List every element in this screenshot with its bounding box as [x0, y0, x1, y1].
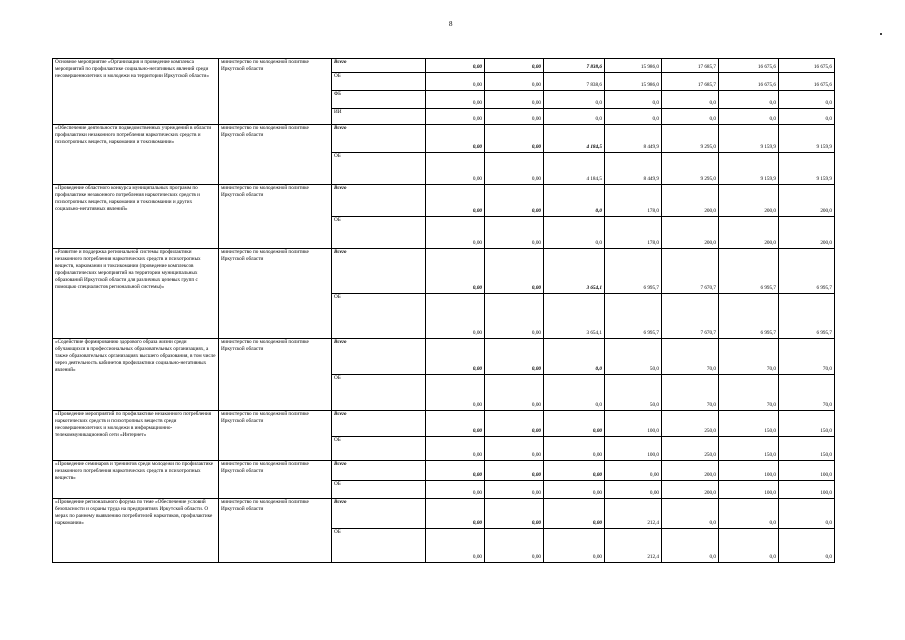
- executor-cell: министерство по молодежной политике Иркутской области: [219, 339, 332, 411]
- funding-source-cell: ОБ: [332, 294, 426, 339]
- amount-cell: 6 995,7: [605, 294, 662, 339]
- amount-cell: 0,00: [485, 411, 544, 437]
- amount-cell: 200,0: [779, 217, 835, 249]
- amount-cell: 0,0: [662, 499, 719, 529]
- amount-cell: 6 995,7: [605, 249, 662, 294]
- amount-cell: 4 184,5: [544, 153, 605, 185]
- amount-cell: 0,0: [544, 91, 605, 109]
- amount-cell: 200,0: [662, 481, 719, 499]
- amount-cell: 16 675,6: [779, 59, 835, 73]
- amount-cell: 0,00: [485, 481, 544, 499]
- executor-cell: министерство по молодежной политике Иркутской области: [219, 499, 332, 563]
- amount-cell: 7 670,7: [662, 249, 719, 294]
- amount-cell: 7 670,7: [662, 294, 719, 339]
- amount-cell: 3 654,1: [544, 294, 605, 339]
- executor-cell: министерство по молодежной политике Иркутской области: [219, 125, 332, 185]
- funding-source-cell: ОБ: [332, 529, 426, 563]
- amount-cell: 0,0: [544, 375, 605, 411]
- amount-cell: 0,00: [544, 499, 605, 529]
- measure-name-cell: «Проведение регионального форума по теме «Обеспечение условий безопасности и охраны труда на предприятиях Иркутской области. О мерах по раннему выявлению потребителей наркотиков, профилактике наркомании»: [53, 499, 219, 563]
- amount-cell: 0,00: [485, 249, 544, 294]
- amount-cell: 16 675,6: [779, 73, 835, 91]
- funding-source-cell: Всего: [332, 249, 426, 294]
- amount-cell: 0,00: [426, 499, 485, 529]
- amount-cell: 0,00: [485, 217, 544, 249]
- amount-cell: 0,00: [544, 437, 605, 461]
- amount-cell: 0,00: [426, 217, 485, 249]
- amount-cell: 212,4: [605, 529, 662, 563]
- amount-cell: 0,0: [544, 185, 605, 217]
- amount-cell: 7 838,6: [544, 59, 605, 73]
- amount-cell: 0,00: [426, 411, 485, 437]
- amount-cell: 50,0: [605, 339, 662, 375]
- amount-cell: 0,00: [485, 185, 544, 217]
- amount-cell: 0,0: [662, 529, 719, 563]
- amount-cell: 15 986,0: [605, 59, 662, 73]
- amount-cell: 0,0: [779, 91, 835, 109]
- funding-source-cell: ОБ: [332, 481, 426, 499]
- amount-cell: 4 184,5: [544, 125, 605, 153]
- measure-name-cell: «Проведение семинаров и тренингов среди молодежи по профилактике незаконного потребления наркотических средств и психотропных веществ»: [53, 461, 219, 499]
- amount-cell: 0,00: [485, 109, 544, 125]
- amount-cell: 0,0: [605, 91, 662, 109]
- amount-cell: 0,00: [485, 91, 544, 109]
- amount-cell: 8 449,9: [605, 153, 662, 185]
- amount-cell: 0,00: [426, 125, 485, 153]
- amount-cell: 9 295,0: [662, 125, 719, 153]
- amount-cell: 7 838,6: [544, 73, 605, 91]
- amount-cell: 9 159,9: [719, 125, 779, 153]
- budget-table: [52, 58, 835, 563]
- amount-cell: 0,0: [719, 499, 779, 529]
- amount-cell: 70,0: [662, 375, 719, 411]
- amount-cell: 100,0: [605, 411, 662, 437]
- executor-cell: министерство по молодежной политике Иркутской области: [219, 185, 332, 249]
- amount-cell: 100,0: [719, 461, 779, 481]
- page-number: 8: [449, 20, 453, 28]
- funding-source-cell: Всего: [332, 339, 426, 375]
- amount-cell: 6 995,7: [719, 249, 779, 294]
- amount-cell: 100,0: [779, 461, 835, 481]
- measure-name-cell: «Проведение мероприятий по профилактике незаконного потребления наркотических средств и психотропных веществ среди несовершеннолетних и молодежи в информационно-телекоммуникационной сети «Интернет»: [53, 411, 219, 461]
- measure-name-cell: «Проведение областного конкурса муниципальных программ по профилактике незаконного потребления наркотических средств и психотропных веществ, наркомании и токсикомании и других социально-негативных явлений»: [53, 185, 219, 249]
- funding-source-cell: ОБ: [332, 375, 426, 411]
- amount-cell: 0,00: [485, 499, 544, 529]
- amount-cell: 70,0: [779, 375, 835, 411]
- amount-cell: 0,00: [426, 109, 485, 125]
- amount-cell: 200,0: [662, 185, 719, 217]
- measure-name-cell: «Развитие и поддержка региональной системы профилактики незаконного потребления наркотических средств и психотропных веществ, наркомании и токсикомании (проведение комплексов профилактических мероприятий на территории муниципальных образований Иркутской области для различных целевых групп с помощью специалистов региональной системы)»: [53, 249, 219, 339]
- measure-name-cell: Основное мероприятие «Организация и проведение комплекса мероприятий по профилактике социально-негативных явлений среди несовершеннолетних и молодежи на территории Иркутской области»: [53, 59, 219, 125]
- amount-cell: 0,00: [426, 185, 485, 217]
- amount-cell: 200,0: [662, 217, 719, 249]
- amount-cell: 0,00: [426, 481, 485, 499]
- amount-cell: 0,00: [485, 73, 544, 91]
- amount-cell: 0,00: [426, 294, 485, 339]
- amount-cell: 50,0: [605, 375, 662, 411]
- amount-cell: 0,00: [485, 339, 544, 375]
- amount-cell: 6 995,7: [719, 294, 779, 339]
- amount-cell: 0,00: [544, 461, 605, 481]
- amount-cell: 6 995,7: [779, 249, 835, 294]
- amount-cell: 0,0: [719, 529, 779, 563]
- amount-cell: 17 685,7: [662, 73, 719, 91]
- amount-cell: 0,00: [485, 153, 544, 185]
- amount-cell: 178,0: [605, 185, 662, 217]
- funding-source-cell: Всего: [332, 59, 426, 73]
- amount-cell: 9 159,9: [779, 125, 835, 153]
- amount-cell: 0,00: [605, 481, 662, 499]
- amount-cell: 0,0: [779, 499, 835, 529]
- amount-cell: 0,0: [779, 529, 835, 563]
- table-row: [53, 461, 835, 481]
- amount-cell: 0,00: [426, 91, 485, 109]
- amount-cell: 0,0: [719, 109, 779, 125]
- funding-source-cell: Всего: [332, 411, 426, 437]
- amount-cell: 0,0: [662, 91, 719, 109]
- funding-source-cell: ОБ: [332, 73, 426, 91]
- amount-cell: 0,00: [485, 461, 544, 481]
- amount-cell: 100,0: [605, 437, 662, 461]
- amount-cell: 70,0: [779, 339, 835, 375]
- table-row: [53, 125, 835, 153]
- amount-cell: 0,00: [485, 59, 544, 73]
- executor-cell: министерство по молодежной политике Иркутской области: [219, 59, 332, 125]
- amount-cell: 0,0: [662, 109, 719, 125]
- amount-cell: 0,00: [426, 249, 485, 294]
- amount-cell: 250,0: [662, 437, 719, 461]
- amount-cell: 0,0: [544, 217, 605, 249]
- amount-cell: 17 685,7: [662, 59, 719, 73]
- table-row: [53, 411, 835, 437]
- table-row: [53, 499, 835, 529]
- amount-cell: 0,00: [426, 73, 485, 91]
- amount-cell: 212,4: [605, 499, 662, 529]
- amount-cell: 250,0: [662, 411, 719, 437]
- amount-cell: 200,0: [719, 185, 779, 217]
- amount-cell: 0,00: [544, 529, 605, 563]
- amount-cell: 3 654,1: [544, 249, 605, 294]
- amount-cell: 200,0: [662, 461, 719, 481]
- amount-cell: 0,00: [426, 59, 485, 73]
- amount-cell: 0,00: [426, 339, 485, 375]
- amount-cell: 0,00: [544, 481, 605, 499]
- amount-cell: 70,0: [719, 339, 779, 375]
- amount-cell: 0,00: [485, 529, 544, 563]
- amount-cell: 200,0: [779, 185, 835, 217]
- amount-cell: 0,0: [779, 109, 835, 125]
- funding-source-cell: Всего: [332, 125, 426, 153]
- amount-cell: 0,00: [605, 461, 662, 481]
- amount-cell: 200,0: [719, 217, 779, 249]
- funding-source-cell: Всего: [332, 185, 426, 217]
- amount-cell: 100,0: [779, 481, 835, 499]
- amount-cell: 9 295,0: [662, 153, 719, 185]
- amount-cell: 150,0: [779, 437, 835, 461]
- amount-cell: 70,0: [719, 375, 779, 411]
- table-row: [53, 249, 835, 294]
- amount-cell: 0,0: [719, 91, 779, 109]
- funding-source-cell: ФБ: [332, 91, 426, 109]
- amount-cell: 0,00: [485, 294, 544, 339]
- amount-cell: 0,00: [485, 375, 544, 411]
- amount-cell: 0,0: [544, 109, 605, 125]
- executor-cell: министерство по молодежной политике Иркутской области: [219, 461, 332, 499]
- amount-cell: 178,0: [605, 217, 662, 249]
- measure-name-cell: «Обеспечение деятельности подведомственных учреждений в области профилактики незаконного потребления наркотических средств и психотропных веществ, наркомании и токсикомании»: [53, 125, 219, 185]
- amount-cell: 16 675,6: [719, 59, 779, 73]
- funding-source-cell: Всего: [332, 499, 426, 529]
- amount-cell: 150,0: [779, 411, 835, 437]
- amount-cell: 6 995,7: [779, 294, 835, 339]
- amount-cell: 100,0: [719, 481, 779, 499]
- amount-cell: 0,00: [485, 125, 544, 153]
- amount-cell: 0,00: [426, 153, 485, 185]
- amount-cell: 0,00: [426, 375, 485, 411]
- table-row: [53, 59, 835, 73]
- amount-cell: 0,00: [485, 437, 544, 461]
- amount-cell: 150,0: [719, 411, 779, 437]
- amount-cell: 16 675,6: [719, 73, 779, 91]
- scan-speck: [880, 33, 882, 35]
- funding-source-cell: ОБ: [332, 153, 426, 185]
- amount-cell: 70,0: [662, 339, 719, 375]
- funding-source-cell: Всего: [332, 461, 426, 481]
- amount-cell: 15 986,0: [605, 73, 662, 91]
- amount-cell: 8 449,9: [605, 125, 662, 153]
- funding-source-cell: ИИ: [332, 109, 426, 125]
- funding-source-cell: ОБ: [332, 217, 426, 249]
- amount-cell: 0,0: [605, 109, 662, 125]
- table-row: [53, 185, 835, 217]
- amount-cell: 0,0: [544, 339, 605, 375]
- amount-cell: 9 159,9: [719, 153, 779, 185]
- measure-name-cell: «Содействие формированию здорового образа жизни среди обучающихся в профессиональных образовательных организациях, а также образовательных организациях высшего образования, в том числе через деятельность кабинетов профилактики социально-негативных явлений»: [53, 339, 219, 411]
- amount-cell: 150,0: [719, 437, 779, 461]
- amount-cell: 0,00: [426, 461, 485, 481]
- executor-cell: министерство по молодежной политике Иркутской области: [219, 249, 332, 339]
- funding-source-cell: ОБ: [332, 437, 426, 461]
- amount-cell: 9 159,9: [779, 153, 835, 185]
- table-row: [53, 339, 835, 375]
- amount-cell: 0,00: [544, 411, 605, 437]
- executor-cell: министерство по молодежной политике Иркутской области: [219, 411, 332, 461]
- amount-cell: 0,00: [426, 529, 485, 563]
- amount-cell: 0,00: [426, 437, 485, 461]
